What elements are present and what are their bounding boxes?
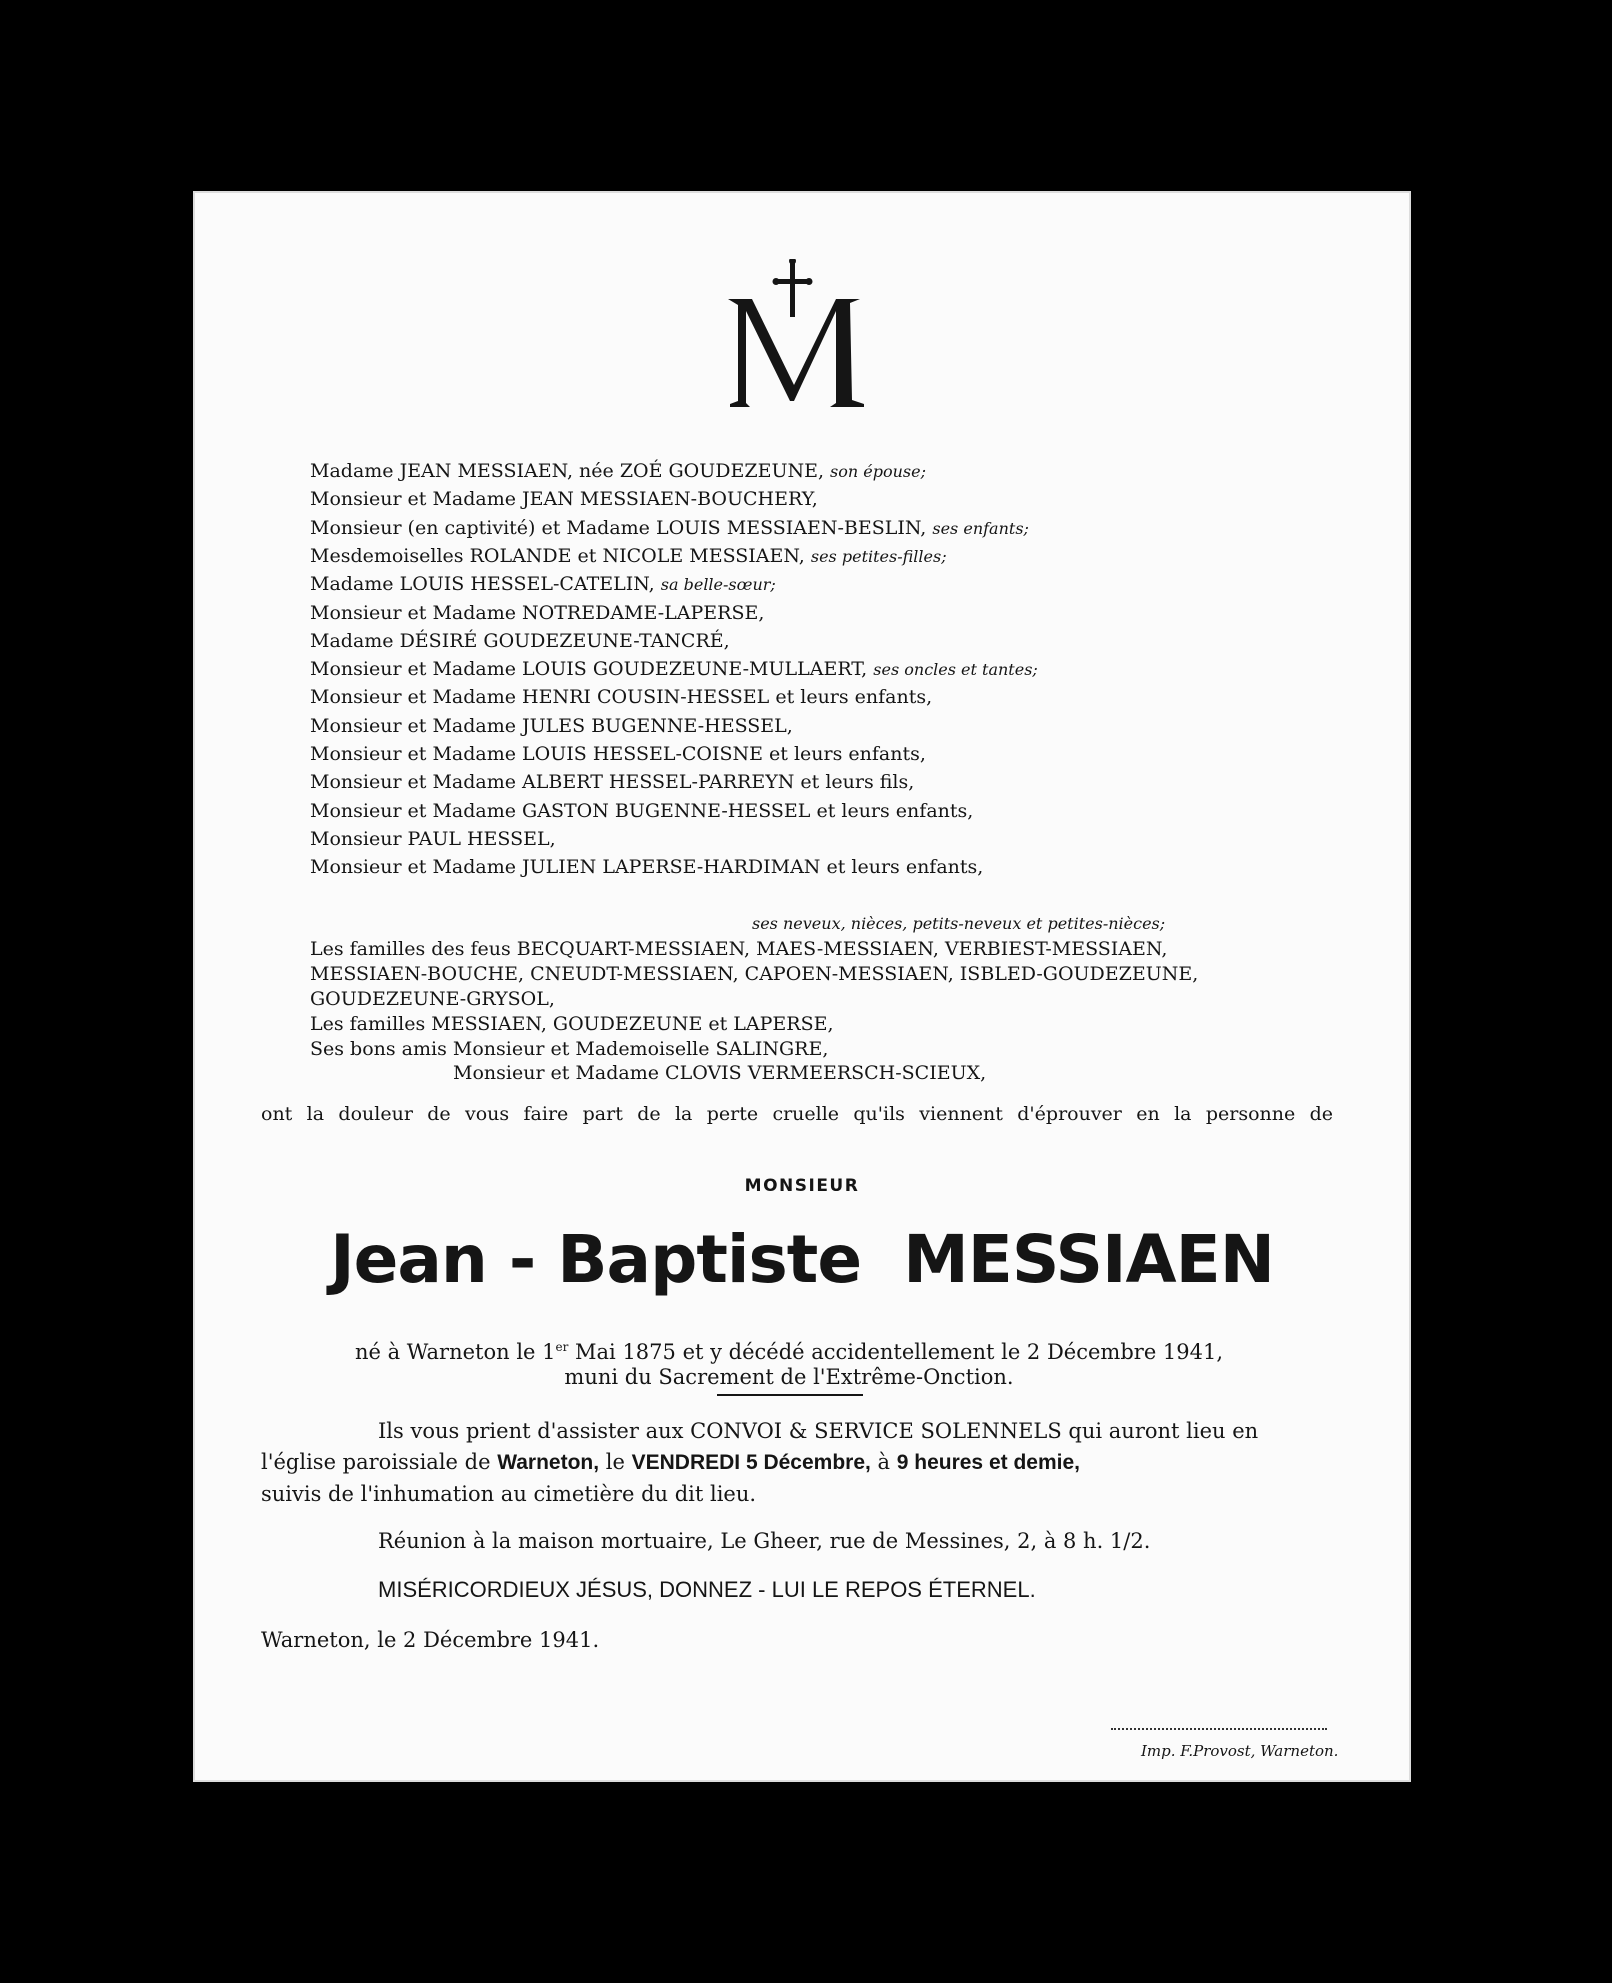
sacrament-line: muni du Sacrement de l'Extrême-Onction. [564, 1365, 1014, 1389]
marian-monogram-icon [724, 259, 866, 413]
family-line [310, 742, 926, 766]
deceased-last-name: MESSIAEN [903, 1221, 1274, 1298]
deceased-first-name: Jean - Baptiste [330, 1221, 862, 1298]
family-line-text: Monsieur et Madame JEAN MESSIAEN-BOUCHERY, [310, 488, 818, 511]
service-line-2: l'église paroissiale de Warneton, le VENDREDI 5 Décembre, à 9 heures et demie, [261, 1450, 1080, 1474]
service-line-1: Ils vous prient d'assister aux CONVOI & SERVICE SOLENNELS qui auront lieu en [378, 1419, 1259, 1443]
family-line-note: sa belle-sœur; [660, 575, 776, 595]
prayer-line: MISÉRICORDIEUX JÉSUS, DONNEZ - LUI LE REPOS ÉTERNEL. [378, 1577, 1036, 1602]
family-line-text: Madame DÉSIRÉ GOUDEZEUNE-TANCRÉ, [310, 629, 730, 652]
family-line-note: ses oncles et tantes; [873, 660, 1038, 680]
families-line: Les familles des feus BECQUART-MESSIAEN, MAES-MESSIAEN, VERBIEST-MESSIAEN, [310, 938, 1168, 960]
birth-line: né à Warneton le 1er Mai 1875 et y décédé accidentellement le 2 Décembre 1941, [354, 1340, 1224, 1364]
families-line: Ses bons amis Monsieur et Mademoiselle SALINGRE, [310, 1038, 829, 1060]
family-line [310, 685, 932, 709]
family-line-text: Madame JEAN MESSIAEN, née ZOÉ GOUDEZEUNE, [310, 460, 824, 482]
family-line [310, 516, 1029, 541]
dotted-rule [1111, 1728, 1327, 1730]
family-line [310, 544, 947, 569]
family-line-text: Monsieur et Madame JULIEN LAPERSE-HARDIMAN et leurs enfants, [310, 856, 984, 879]
family-line-text: Mesdemoiselles ROLANDE et NICOLE MESSIAEN, [310, 544, 805, 567]
families-line: MESSIAEN-BOUCHE, CNEUDT-MESSIAEN, CAPOEN-MESSIAEN, ISBLED-GOUDEZEUNE, [310, 963, 1199, 985]
family-line [310, 799, 973, 823]
family-line [310, 601, 764, 625]
family-line [310, 657, 1038, 682]
family-line [310, 629, 730, 653]
mourning-card [193, 191, 1411, 1782]
meeting-line: Réunion à la maison mortuaire, Le Gheer, rue de Messines, 2, à 8 h. 1/2. [378, 1529, 1151, 1553]
nephews-note: ses neveux, nièces, petits-neveux et petites-nièces; [752, 914, 1166, 933]
family-line-text: Monsieur et Madame ALBERT HESSEL-PARREYN et leurs fils, [310, 771, 915, 794]
family-line-note: ses enfants; [932, 518, 1029, 538]
family-line [310, 714, 793, 738]
family-line-note: son épouse; [830, 462, 926, 481]
families-line: GOUDEZEUNE-GRYSOL, [310, 988, 555, 1010]
family-line-text: Monsieur et Madame GASTON BUGENNE-HESSEL et leurs enfants, [310, 799, 974, 822]
family-line [310, 855, 983, 879]
honorific: MONSIEUR [744, 1176, 860, 1196]
family-line [310, 459, 926, 484]
family-line [310, 827, 556, 851]
family-line-text: Monsieur et Madame JULES BUGENNE-HESSEL, [310, 714, 793, 737]
family-line [310, 770, 914, 794]
divider [717, 1394, 863, 1396]
family-line-text: Monsieur et Madame LOUIS HESSEL-COISNE et leurs enfants, [310, 743, 926, 765]
family-line-text: Monsieur PAUL HESSEL, [310, 827, 556, 850]
family-line-text: Monsieur et Madame NOTREDAME-LAPERSE, [310, 601, 765, 624]
family-line [310, 487, 818, 511]
friends-line: Monsieur et Madame CLOVIS VERMEERSCH-SCIEUX, [453, 1062, 987, 1084]
family-line-note: ses petites-filles; [810, 546, 947, 566]
grief-line: ont la douleur de vous faire part de la perte cruelle qu'ils viennent d'éprouver en la personne de [261, 1103, 1333, 1125]
family-line-text: Monsieur et Madame HENRI COUSIN-HESSEL et leurs enfants, [310, 686, 933, 709]
families-line: Les familles MESSIAEN, GOUDEZEUNE et LAPERSE, [310, 1013, 834, 1035]
service-line-3: suivis de l'inhumation au cimetière du dit lieu. [261, 1482, 757, 1506]
family-line-text: Monsieur (en captivité) et Madame LOUIS MESSIAEN-BESLIN, [310, 516, 927, 539]
family-line-text: Madame LOUIS HESSEL-CATELIN, [310, 573, 655, 596]
printer-credit: Imp. F.Provost, Warneton. [1141, 1742, 1339, 1760]
family-line [310, 572, 776, 597]
deceased-name [193, 1220, 1411, 1300]
family-line-text: Monsieur et Madame LOUIS GOUDEZEUNE-MULLAERT, [310, 658, 868, 681]
date-line: Warneton, le 2 Décembre 1941. [261, 1628, 600, 1652]
